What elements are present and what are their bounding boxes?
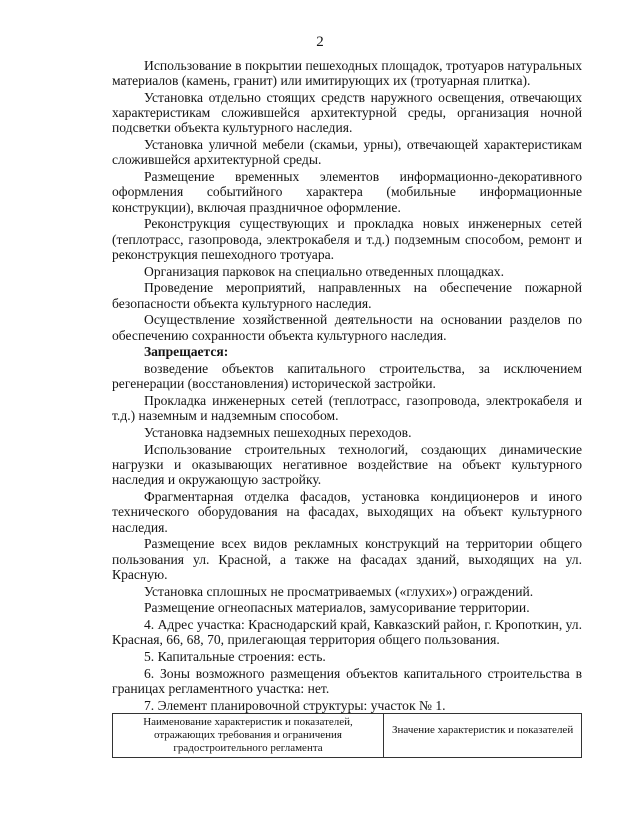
paragraph: Размещение огнеопасных материалов, замусоривание территории.	[144, 600, 530, 616]
paragraph: Размещение временных элементов информационно-декоративного оформления событийного характера (мобильные информационные конструкции), включая праздничное оформление.	[112, 169, 582, 215]
table-header-row	[113, 714, 582, 758]
paragraph: Реконструкция существующих и прокладка новых инженерных сетей (теплотрасс, газопровода, электрокабеля и т.д.) подземным способом, ремонт и реконструкция пешеходного тротуара.	[112, 216, 582, 262]
zones-paragraph: 6. Зоны возможного размещения объектов капитального строительства в границах регламентного участка: нет.	[112, 666, 582, 697]
document-body	[112, 58, 582, 715]
address-paragraph: 4. Адрес участка: Краснодарский край, Кавказский район, г. Кропоткин, ул. Красная, 66, 68, 70, прилегающая территория общего пользования.	[112, 617, 582, 648]
paragraph: Фрагментарная отделка фасадов, установка кондиционеров и иного технического оборудования на фасадах, выходящих на объект культурного наследия.	[112, 489, 582, 535]
buildings-paragraph: 5. Капитальные строения: есть.	[144, 649, 326, 665]
paragraph: Организация парковок на специально отведенных площадках.	[144, 263, 505, 279]
paragraph: Установка отдельно стоящих средств наружного освещения, отвечающих характеристикам сложившейся архитектурной среды, организация ночной подсветки объекта культурного наследия.	[112, 90, 582, 136]
paragraph: Установка надземных пешеходных переходов.	[144, 425, 412, 441]
prohibited-heading: Запрещается:	[144, 344, 229, 360]
paragraph: Использование строительных технологий, создающих динамические нагрузки и оказывающих негативное воздействие на объект культурного наследия и окружающую застройку.	[112, 442, 582, 488]
page-number: 2	[316, 34, 324, 50]
paragraph: Проведение мероприятий, направленных на обеспечение пожарной безопасности объекта культурного наследия.	[112, 280, 582, 311]
paragraph: Размещение всех видов рекламных конструкций на территории общего пользования ул. Красной, а также на фасадах зданий, выходящих на ул. Красную.	[112, 536, 582, 582]
table-header-characteristics: Наименование характеристик и показателей, отражающих требования и ограничения градостроительного регламента	[113, 714, 384, 758]
paragraph: Установка сплошных не просматриваемых («глухих») ограждений.	[144, 583, 534, 599]
paragraph: возведение объектов капитального строительства, за исключением регенерации (восстановления) исторической застройки.	[112, 361, 582, 392]
planning-element-paragraph: 7. Элемент планировочной структуры: участок № 1.	[144, 698, 446, 713]
table-header-values: Значение характеристик и показателей	[384, 714, 582, 758]
paragraph: Прокладка инженерных сетей (теплотрасс, газопровода, электрокабеля и т.д.) наземным и надземным способом.	[112, 393, 582, 424]
paragraph: Использование в покрытии пешеходных площадок, тротуаров натуральных материалов (камень, гранит) или имитирующих их (тротуарная плитка).	[112, 58, 582, 89]
paragraph: Осуществление хозяйственной деятельности на основании разделов по обеспечению сохранности объекта культурного наследия.	[112, 312, 582, 343]
paragraph: Установка уличной мебели (скамьи, урны), отвечающей характеристикам сложившейся архитектурной среды.	[112, 137, 582, 168]
characteristics-table	[112, 713, 582, 758]
